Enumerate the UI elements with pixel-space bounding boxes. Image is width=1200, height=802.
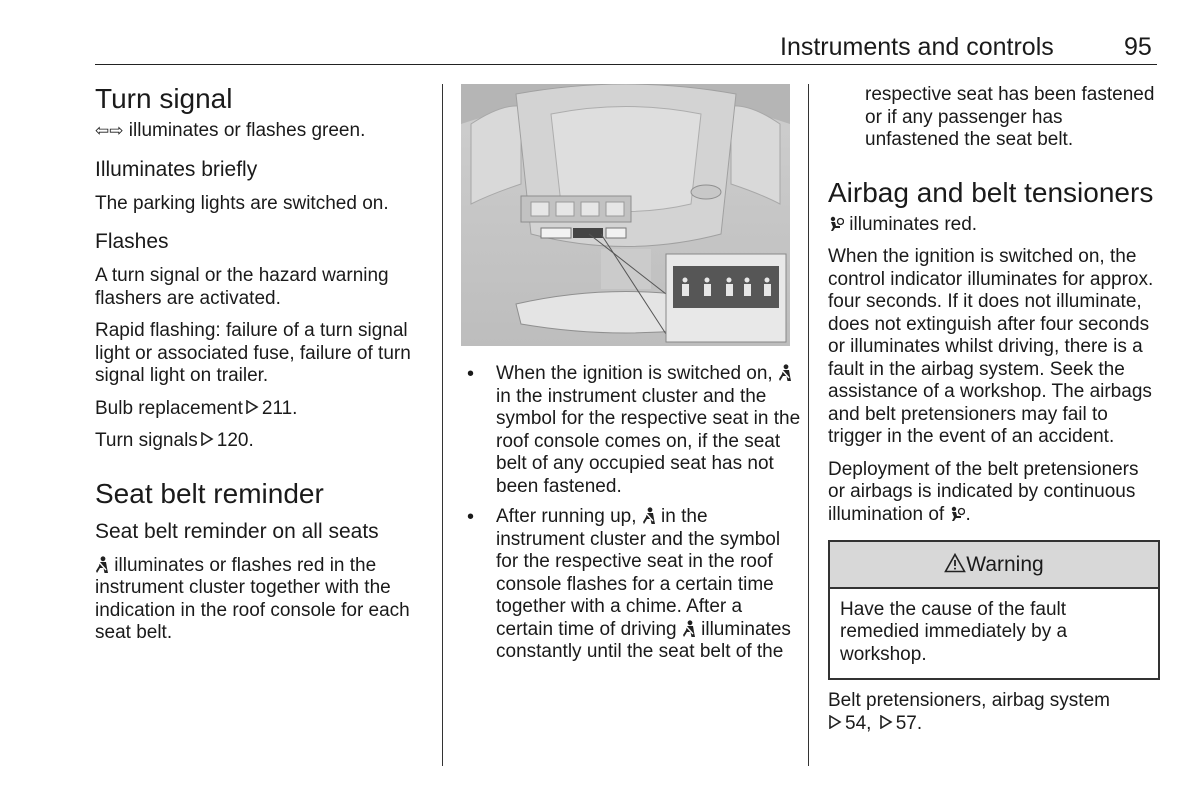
page-number: 95 [1124, 33, 1152, 61]
seat-belt-reminder-heading: Seat belt reminder [95, 477, 324, 509]
column-left [95, 84, 430, 655]
illuminates-briefly-heading: Illuminates briefly [95, 157, 258, 181]
seatbelt-reminder-icon [682, 620, 696, 638]
seatbelt-reminder-icon [642, 507, 656, 525]
turn-signals-reference[interactable]: Turn signals 120. [95, 430, 254, 451]
warning-box [828, 540, 1160, 680]
flashes-heading: Flashes [95, 230, 169, 253]
page-reference-arrow-icon [828, 715, 842, 729]
illuminates-briefly-text: The parking lights are switched on. [95, 192, 389, 214]
column-divider-2 [808, 84, 809, 766]
warning-triangle-icon [944, 553, 966, 573]
seatbelt-reminder-icon [778, 364, 792, 382]
bulb-replacement-reference[interactable]: Bulb replacement 211. [95, 397, 298, 419]
airbag-description: illuminates red. [828, 214, 1160, 237]
seat-belt-reminder-text: illuminates or flashes red in the instrument cluster together with the indication in the roof console for each seat belt. [95, 554, 410, 643]
roof-console-illustration [461, 84, 790, 346]
column-middle [461, 363, 801, 672]
turn-signal-arrows-icon: ⇦⇨ [95, 121, 124, 140]
turn-signal-description: ⇦⇨ illuminates or flashes green. [95, 120, 366, 141]
airbag-heading: Airbag and belt tensioners [828, 176, 1154, 208]
page-reference-arrow-icon [879, 715, 893, 729]
pretensioners-reference[interactable]: Belt pretensioners, airbag system 54, 57. [828, 690, 1110, 734]
flashes-text: A turn signal or the hazard warning flashers are activated. [95, 265, 389, 309]
roof-console-figure [461, 84, 790, 346]
warning-text: Have the cause of the fault remedied immediately by a workshop. [840, 598, 1068, 665]
airbag-paragraph-1: When the ignition is switched on, the control indicator illuminates for approx. four seconds. If it does not illuminate, does not extinguish after four seconds or illuminates whilst driving, there is a fault in the airbag system. Seek the assistance of a workshop. The airbags and belt pretensioners may fail to trigger in the event of an accident. [828, 246, 1154, 447]
seatbelt-reminder-icon [95, 556, 109, 574]
rapid-flashing-text: Rapid flashing: failure of a turn signal light or associated fuse, failure of turn signal light on trailer. [95, 320, 411, 386]
header-divider [95, 64, 1157, 65]
bullet-item: • When the ignition is switched on, in the instrument cluster and the symbol for the respective seat in the roof console comes on, if the seat belt of any occupied seat has not been fastened. [461, 363, 801, 498]
airbag-icon [949, 506, 965, 522]
column-right [828, 84, 1160, 745]
airbag-paragraph-2: Deployment of the belt pretensioners or airbags is indicated by continuous illumination of . [828, 458, 1139, 525]
page-reference-arrow-icon [200, 432, 214, 446]
page-reference-arrow-icon [245, 400, 259, 414]
seat-belt-all-seats-heading: Seat belt reminder on all seats [95, 519, 379, 543]
column-divider-1 [442, 84, 443, 766]
airbag-icon [828, 216, 844, 232]
running-header-title: Instruments and controls [780, 33, 1054, 61]
turn-signal-heading: Turn signal [95, 83, 233, 114]
warning-header: Warning [830, 542, 1158, 589]
bullet-item: • After running up, in the instrument cluster and the symbol for the respective seat in the roof console flashes for a certain time together with a chime. After a certain time of driving illuminates constantly until the seat belt of the [461, 506, 801, 664]
continued-bullet-text: respective seat has been fastened or if any passenger has unfastened the seat belt. [865, 84, 1155, 150]
seat-belt-bullet-list [461, 363, 801, 664]
